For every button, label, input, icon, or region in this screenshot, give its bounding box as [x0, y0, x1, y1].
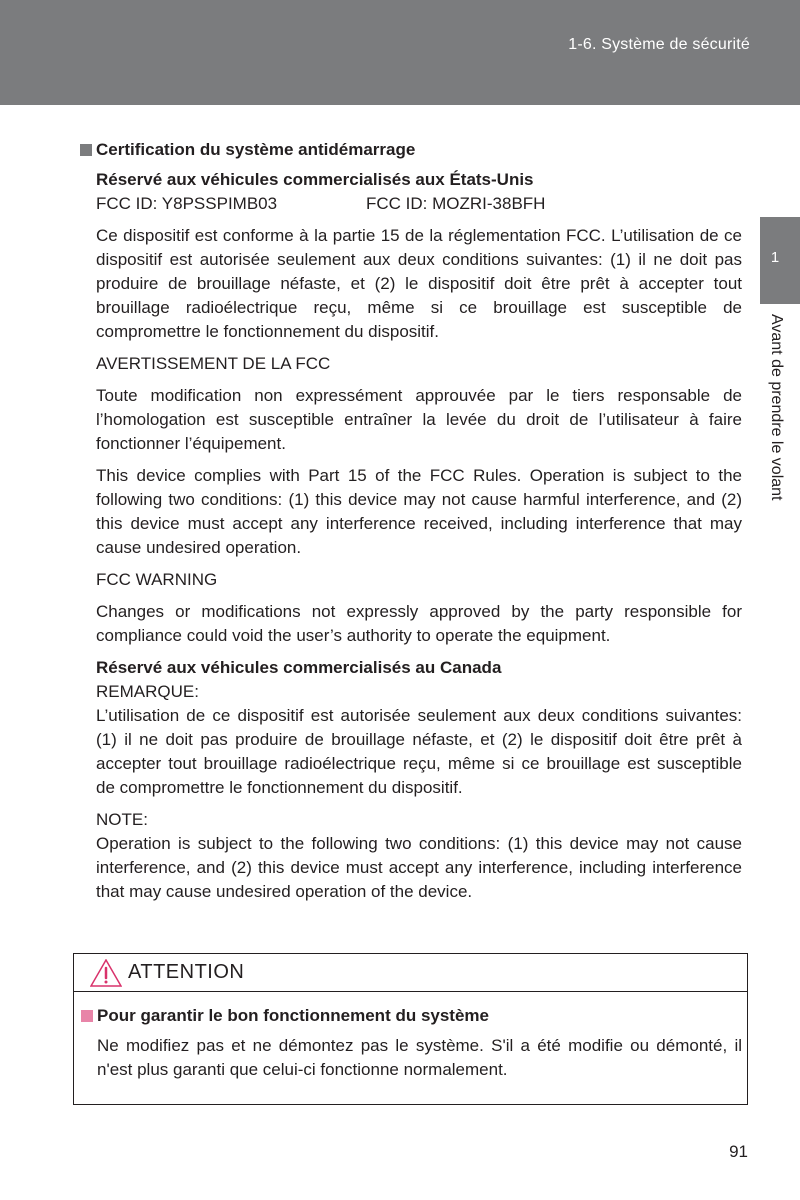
square-bullet-icon — [81, 1010, 93, 1022]
canada-subheading: Réservé aux véhicules commercialisés au Canada — [96, 658, 502, 677]
fcc-id-1: FCC ID: Y8PSSPIMB03 — [96, 194, 278, 213]
us-block — [96, 168, 742, 216]
note-label: NOTE: — [96, 810, 148, 829]
section-heading — [96, 138, 742, 162]
warning-triangle-icon — [90, 959, 122, 987]
attention-heading-text: Pour garantir le bon fonctionnement du système — [97, 1006, 489, 1025]
attention-body — [97, 1004, 742, 1082]
us-paragraph-en: This device complies with Part 15 of the FCC Rules. Operation is subject to the following two conditions: (1) this device may not cause harmful interference, and (2) this device must accept any interference received, including interference that may cause undesired operation. — [96, 466, 742, 557]
attention-text: Ne modifiez pas et ne démontez pas le système. S'il a été modifie ou démonté, il n'est plus garanti que celui-ci fonctionne normalement. — [97, 1036, 742, 1079]
fcc-warning-en-text: Changes or modifications not expressly approved by the party responsible for compliance could void the user’s authority to operate the equipment. — [96, 602, 742, 645]
page-header — [0, 0, 800, 105]
section-title: 1-6. Système de sécurité — [568, 36, 750, 53]
attention-header — [74, 954, 747, 992]
fcc-id-row — [96, 192, 742, 216]
attention-title: ATTENTION — [128, 961, 245, 983]
section-heading-text: Certification du système antidémarrage — [96, 140, 416, 159]
attention-box — [73, 953, 748, 1105]
page-number: 91 — [729, 1142, 748, 1161]
main-content — [96, 138, 742, 904]
fcc-warning-fr-text: Toute modification non expressément approuvée par le tiers responsable de l’homologation est susceptible entraîner la levée du droit de l’utilisateur à faire fonctionner l’équipement. — [96, 386, 742, 453]
note-text: Operation is subject to the following two conditions: (1) this device may not cause interference, and (2) this device must accept any interference, including interference that may cause undesired operation of the device. — [96, 834, 742, 901]
fcc-warning-fr-title: AVERTISSEMENT DE LA FCC — [96, 354, 331, 373]
square-bullet-icon — [80, 144, 92, 156]
canada-block — [96, 656, 742, 800]
us-subheading: Réservé aux véhicules commercialisés aux États-Unis — [96, 170, 534, 189]
fcc-id-2: FCC ID: MOZRI-38BFH — [366, 194, 546, 213]
fcc-warning-en-title: FCC WARNING — [96, 570, 218, 589]
chapter-title: Avant de prendre le volant — [768, 314, 785, 501]
attention-heading — [97, 1004, 742, 1028]
remark-label: REMARQUE: — [96, 682, 199, 701]
chapter-tab — [760, 217, 800, 304]
chapter-number: 1 — [770, 249, 780, 266]
us-paragraph-fr: Ce dispositif est conforme à la partie 15 de la réglementation FCC. L’utilisation de ce dispositif est autorisée seulement aux deux conditions suivantes: (1) il ne doit pas produire de brouillage néfaste, et (2) le dispositif doit être prêt à accepter tout brouillage radioélectrique reçu, même si ce brouillage est susceptible de compromettre le fonctionnement du dispositif. — [96, 226, 742, 341]
remark-text: L’utilisation de ce dispositif est autorisée seulement aux deux conditions suivantes: (1) il ne doit pas produire de brouillage néfaste, et (2) le dispositif doit être prêt à accepter tout brouillage radioélectrique reçu, même si ce brouillage est susceptible de compromettre le fonctionnement du dispositif. — [96, 706, 742, 797]
